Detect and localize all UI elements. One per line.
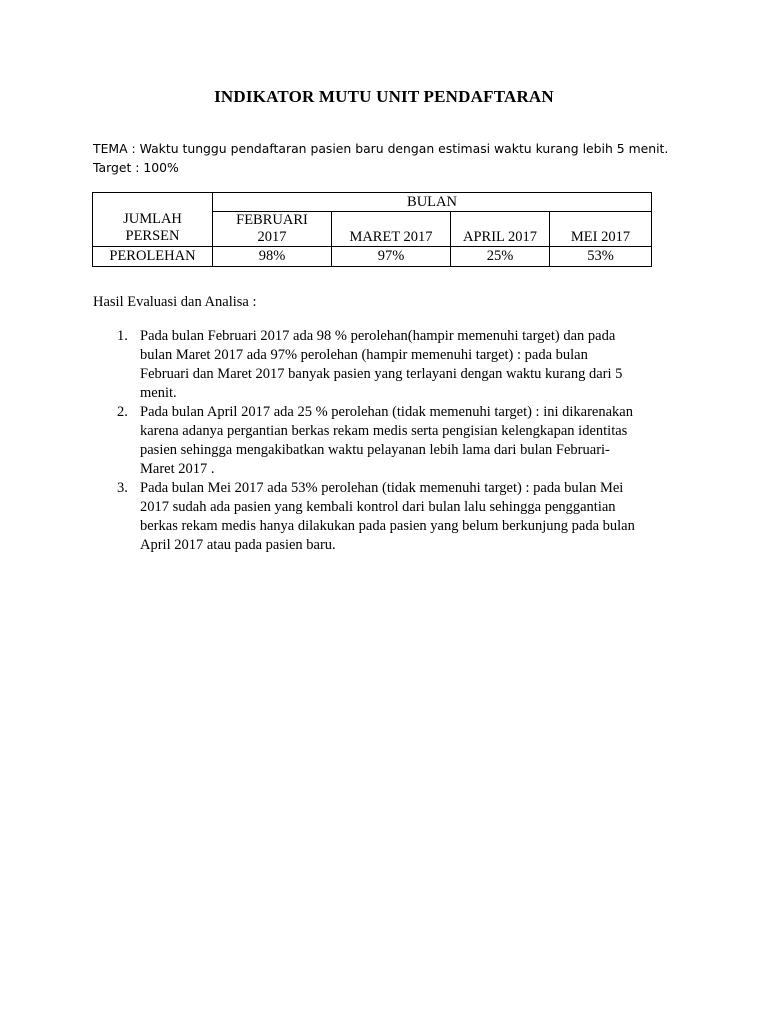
table-row — [93, 247, 652, 267]
text-line: Februari dan Maret 2017 banyak pasien yang terlayani dengan waktu kurang dari 5 — [140, 366, 623, 382]
text-line: Pada bulan Februari 2017 ada 98 % perolehan(hampir memenuhi target) dan pada — [140, 328, 616, 344]
month-header-line: FEBRUARI — [236, 212, 308, 228]
month-header-cell — [213, 212, 332, 247]
text-line: karena adanya pergantian berkas rekam medis serta pengisian kelengkapan identitas — [140, 423, 628, 439]
value-cell: 53% — [550, 247, 652, 267]
text-line: bulan Maret 2017 ada 97% perolehan (hampir memenuhi target) : pada bulan — [140, 347, 588, 363]
list-item — [93, 327, 683, 403]
month-header-cell: MARET 2017 — [332, 212, 451, 247]
list-number: 1. — [117, 328, 128, 344]
target-text: Target : 100% — [93, 160, 179, 175]
text-line: pasien sehingga mengakibatkan waktu pelayanan lebih lama dari bulan Februari- — [140, 442, 610, 458]
month-header-cell: APRIL 2017 — [451, 212, 550, 247]
row-label-cell — [93, 193, 213, 247]
tema-block — [93, 139, 713, 177]
list-number: 2. — [117, 404, 128, 420]
row-label-line: PERSEN — [125, 228, 180, 244]
table-row — [93, 193, 652, 212]
list-item — [93, 479, 683, 555]
value-cell: 97% — [332, 247, 451, 267]
group-header-bulan: BULAN — [213, 193, 652, 212]
text-line: 2017 sudah ada pasien yang kembali kontrol dari bulan lalu sehingga penggantian — [140, 499, 616, 515]
row-label-cell: PEROLEHAN — [93, 247, 213, 267]
text-line: Maret 2017 . — [140, 461, 215, 477]
row-label-line: JUMLAH — [123, 211, 182, 227]
list-number: 3. — [117, 480, 128, 496]
value-cell: 25% — [451, 247, 550, 267]
text-line: Pada bulan Mei 2017 ada 53% perolehan (tidak memenuhi target) : pada bulan Mei — [140, 480, 624, 496]
value-cell: 98% — [213, 247, 332, 267]
text-line: Pada bulan April 2017 ada 25 % perolehan (tidak memenuhi target) : ini dikarenakan — [140, 404, 633, 420]
document-title: INDIKATOR MUTU UNIT PENDAFTARAN — [214, 87, 554, 106]
analysis-heading: Hasil Evaluasi dan Analisa : — [93, 294, 257, 310]
text-line: berkas rekam medis hanya dilakukan pada pasien yang belum berkunjung pada bulan — [140, 518, 635, 534]
text-line: menit. — [140, 385, 177, 401]
analysis-list — [93, 327, 683, 555]
text-line: April 2017 atau pada pasien baru. — [140, 537, 336, 553]
month-header-line: 2017 — [257, 229, 287, 245]
month-header-cell: MEI 2017 — [550, 212, 652, 247]
tema-text: TEMA : Waktu tunggu pendaftaran pasien baru dengan estimasi waktu kurang lebih 5 menit. — [93, 141, 669, 156]
list-item — [93, 403, 683, 479]
indicator-table — [92, 192, 652, 267]
